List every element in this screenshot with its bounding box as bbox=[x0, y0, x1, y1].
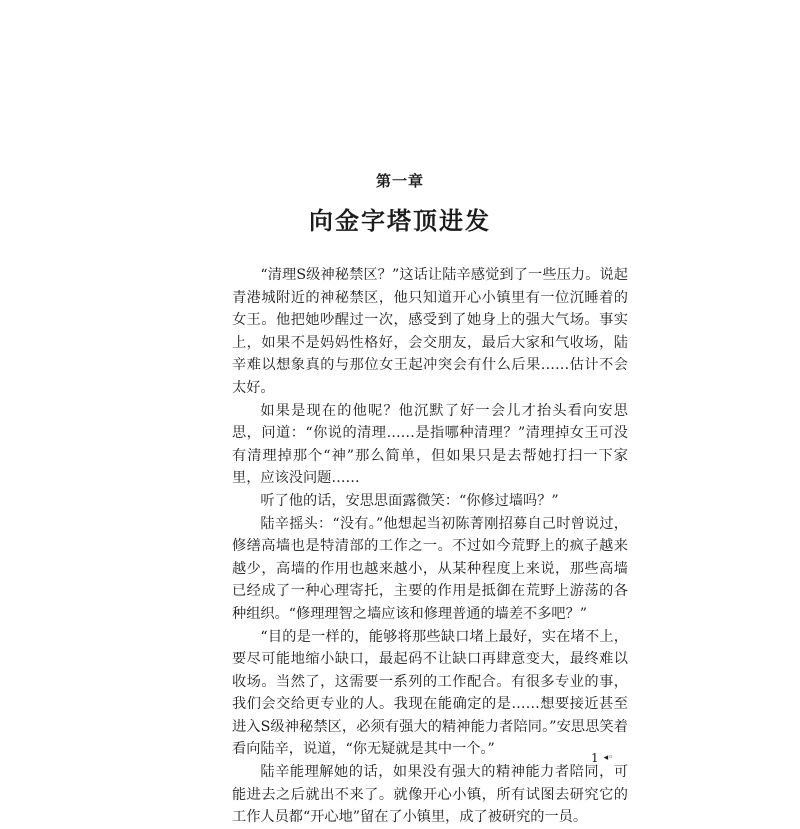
paragraph: 如果是现在的他呢？他沉默了好一会儿才抬头看向安思思，问道：“你说的清理……是指哪种清理？”清理掉女王可没有清理掉那个“神”那么简单，但如果只是去帮她打扫一下家里，应该没问题…… bbox=[232, 402, 628, 487]
paragraph: “清理S级神秘禁区？”这话让陆辛感觉到了一些压力。说起青港城附近的神秘禁区，他只知道开心小镇里有一位沉睡着的女王。他把她吵醒过一次，感受到了她身上的强大气场。事实上，如果不是妈妈性格好，会交朋友，最后大家和气收场，陆辛难以想象真的与那位女王起冲突会有什么后果……估计不会太好。 bbox=[232, 267, 628, 396]
chapter-label: 第一章 bbox=[375, 172, 424, 190]
page-number-footer bbox=[591, 751, 613, 765]
paragraph: 陆辛能理解她的话，如果没有强大的精神能力者陪同，可能进去之后就出不来了。就像开心小镇，所有试图去研究它的工作人员都“开心地”留在了小镇里，成了被研究的一员。 bbox=[232, 764, 628, 826]
paragraph: “目的是一样的，能够将那些缺口堵上最好，实在堵不上，要尽可能地缩小缺口，最起码不让缺口再肆意变大，最终难以收场。当然了，这需要一系列的工作配合。有很多专业的事，我们会交给更专业的人。我现在能确定的是……想要接近甚至进入S级神秘禁区，必须有强大的精神能力者陪同。”安思思笑着看向陆辛，说道，“你无疑就是其中一个。” bbox=[232, 628, 628, 758]
body-text bbox=[232, 264, 628, 829]
page-number: 1 bbox=[591, 751, 599, 765]
paragraph: 听了他的话，安思思面露微笑：“你修过墙吗？” bbox=[260, 492, 559, 509]
chapter-title: 向金字塔顶进发 bbox=[309, 207, 491, 235]
paragraph: 陆辛摇头：“没有。”他想起当初陈菁刚招募自己时曾说过，修缮高墙也是特清部的工作之一。不过如今荒野上的疯子越来越少，高墙的作用也越来越小，从某种程度上来说，那些高墙已经成了一种心理寄托，主要的作用是抵御在荒野上游荡的各种组织。“修理理智之墙应该和修理普通的墙差不多吧？” bbox=[232, 515, 628, 622]
page-marker-arrow-icon: ◂◦ bbox=[603, 752, 614, 763]
